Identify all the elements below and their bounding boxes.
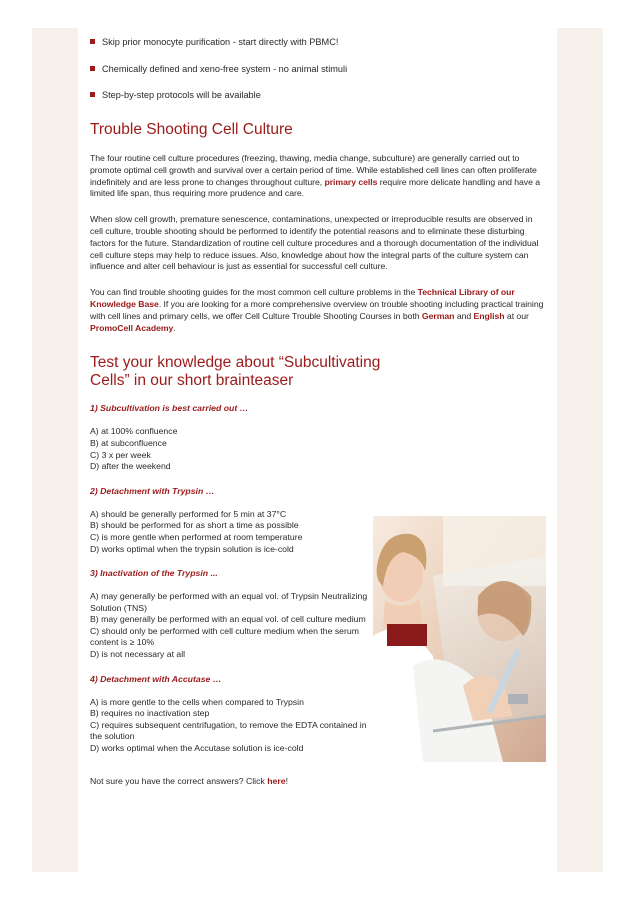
- quiz-question: [90, 567, 375, 661]
- answer-option: D) after the weekend: [90, 461, 171, 472]
- answer-list: [90, 426, 375, 472]
- answer-option: A) may generally be performed with an equal vol. of Trypsin Neutralizing Solution (TNS): [90, 591, 368, 613]
- quiz-section: [90, 402, 375, 754]
- answer-option: D) is not necessary at all: [90, 649, 186, 660]
- answer-option: B) should be performed for as short a time as possible: [90, 520, 299, 531]
- answer-option: A) at 100% confluence: [90, 426, 178, 437]
- answer-option: A) should be generally performed for 5 min at 37°C: [90, 508, 287, 519]
- answer-option: D) works optimal when the trypsin solution is ice-cold: [90, 543, 294, 554]
- feature-bullet-list: [90, 36, 545, 101]
- bullet-item: Chemically defined and xeno-free system - no animal stimuli: [90, 63, 545, 75]
- answer-option: D) works optimal when the Accutase solution is ice-cold: [90, 743, 304, 754]
- answer-option: C) 3 x per week: [90, 449, 151, 460]
- answers-here-link[interactable]: here: [267, 775, 286, 786]
- answer-option: B) at subconfluence: [90, 437, 167, 448]
- answer-option: B) may generally be performed with an equal vol. of cell culture medium: [90, 614, 366, 625]
- answer-option: C) requires subsequent centrifugation, to remove the EDTA contained in the solution: [90, 719, 367, 742]
- trouble-paragraph-3: You can find trouble shooting guides for the most common cell culture problems in the Technical Library of our Knowledge Base. If you are looking for a more comprehensive overview on trouble shooting including practical training with cell lines and primary cells, we offer Cell Culture Trouble Shooting Courses in both German and English at our PromoCell Academy.: [90, 287, 544, 333]
- answer-option: A) is more gentle to the cells when compared to Trypsin: [90, 696, 304, 707]
- technical-library-link[interactable]: Technical Library of our Knowledge Base: [90, 287, 515, 309]
- answer-list: [90, 697, 375, 755]
- bullet-item: Step-by-step protocols will be available: [90, 89, 545, 101]
- right-margin-band: [557, 28, 603, 872]
- quiz-question: [90, 485, 375, 555]
- answer-list: [90, 591, 375, 661]
- final-prompt: Not sure you have the correct answers? Click here!: [90, 775, 288, 786]
- square-bullet-icon: [90, 66, 95, 71]
- primary-cells-link[interactable]: primary cells: [324, 176, 378, 187]
- question-title: 1) Subcultivation is best carried out …: [90, 403, 249, 414]
- question-title: 3) Inactivation of the Trypsin ...: [90, 568, 218, 579]
- english-course-link[interactable]: English: [473, 310, 505, 321]
- square-bullet-icon: [90, 39, 95, 44]
- german-course-link[interactable]: German: [421, 310, 455, 321]
- quiz-question: [90, 673, 375, 755]
- answer-option: C) is more gentle when performed at room temperature: [90, 531, 303, 542]
- lab-scientist-photo: [373, 516, 546, 762]
- promocell-academy-link[interactable]: PromoCell Academy: [90, 322, 174, 333]
- square-bullet-icon: [90, 92, 95, 97]
- question-title: 2) Detachment with Trypsin …: [90, 485, 215, 496]
- lab-photo-illustration: [373, 516, 546, 762]
- left-margin-band: [32, 28, 78, 872]
- answer-option: C) should only be performed with cell culture medium when the serum content is ≥ 10%: [90, 625, 359, 648]
- trouble-paragraph-2: When slow cell growth, premature senescence, contaminations, unexpected or irreproducible results are observed in cell culture, trouble shooting should be performed to identify the potential reasons and to eliminate these disturbing factors for the future. Standardization of routine cell culture procedures and a thorough documentation of the individual cell culture steps may help to reduce issues. Also, knowledge about how the integral parts of the culture system can influence and alter cell behaviour is just as essential for successful cell culture.: [90, 214, 539, 272]
- quiz-heading: Test your knowledge about “Subcultivating Cells” in our short brainteaser: [90, 354, 381, 390]
- quiz-question: [90, 402, 375, 472]
- answer-list: [90, 509, 375, 555]
- trouble-paragraph-1: The four routine cell culture procedures (freezing, thawing, media change, subculture) are generally carried out to promote optimal cell growth and survival over a certain period of time. While established cell lines can often proliferate indefinitely and are less prone to changes throughout culture, primary cells require more delicate handling and have a limited life span, thus requiring more prudence and care.: [90, 153, 541, 199]
- trouble-shooting-heading: Trouble Shooting Cell Culture: [90, 121, 293, 138]
- answer-option: B) requires no inactivation step: [90, 708, 210, 719]
- bullet-item: Skip prior monocyte purification - start directly with PBMC!: [90, 36, 545, 48]
- question-title: 4) Detachment with Accutase …: [90, 673, 222, 684]
